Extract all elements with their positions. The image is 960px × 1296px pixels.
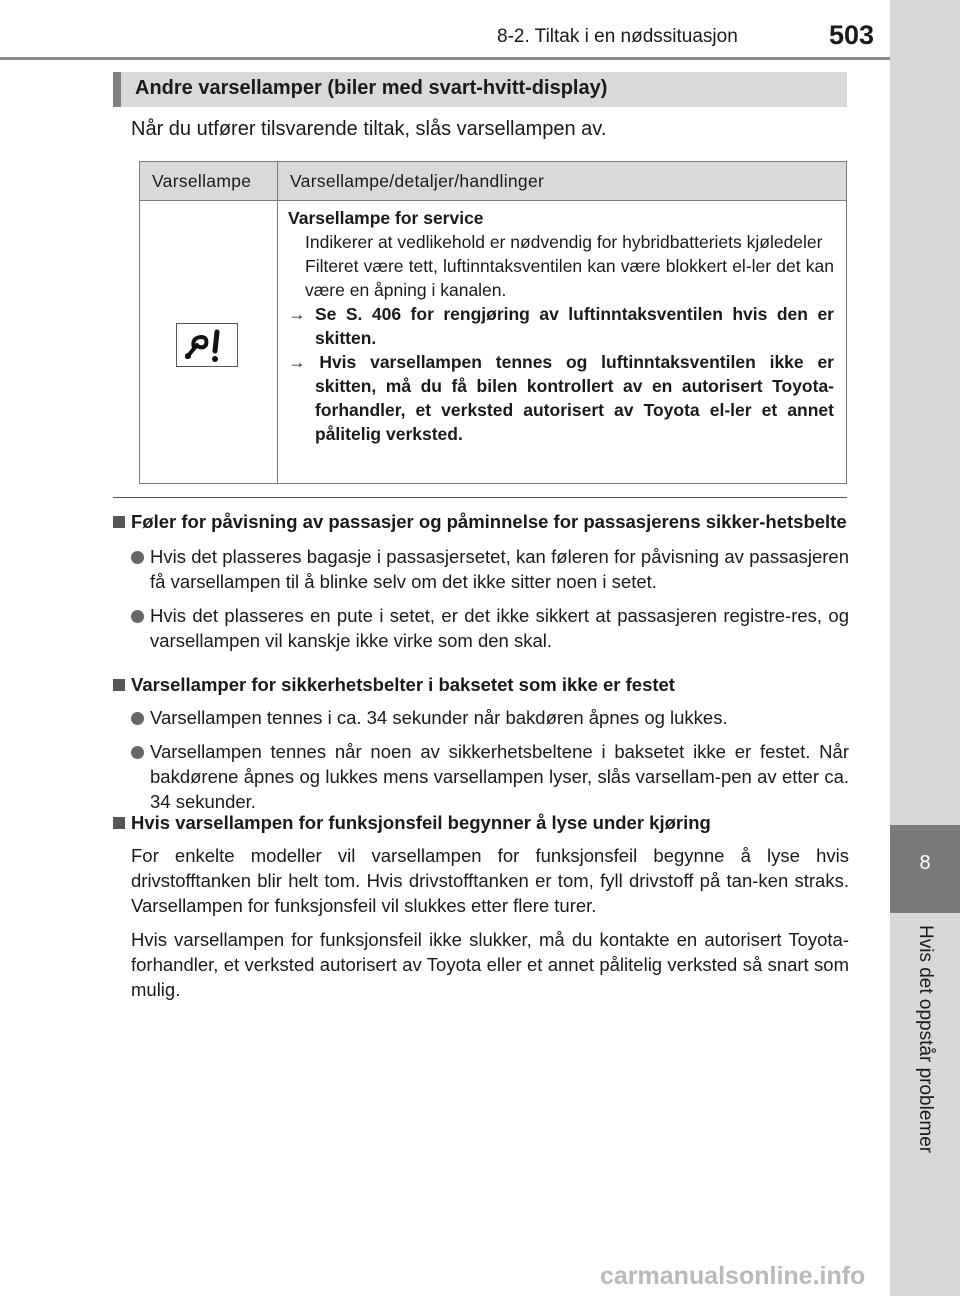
table-row [140, 201, 847, 484]
chapter-number: 8 [919, 852, 931, 874]
watermark: carmanualsonline.info [600, 1262, 866, 1290]
detail-line: Filteret være tett, luftinntaksventilen kan være blokkert el-ler det kan være en åpning i kanalen. [305, 256, 834, 300]
header-rule [0, 57, 890, 60]
chapter-title: Hvis det oppstår problemer [915, 925, 936, 1154]
action-item: → Hvis varsellampen tennes og luftinntaksventilen ikke er skitten, må du få bilen kontrollert av en autorisert Toyota-forhandler, et verksted autorisert av Toyota el-ler et annet pålitelig verksted. [288, 352, 834, 444]
section-title: Varsellamper for sikkerhetsbelter i baksetet som ikke er festet [113, 672, 849, 697]
round-bullet-icon [131, 746, 144, 759]
running-header-section: 8-2. Tiltak i en nødssituasjon [497, 26, 738, 47]
square-bullet-icon [113, 817, 125, 829]
section-heading-text: Andre varsellamper (biler med svart-hvitt-display) [135, 77, 608, 99]
detail-line: Indikerer at vedlikehold er nødvendig for hybridbatteriets kjøledeler [305, 232, 823, 252]
section-passenger-sensor [113, 509, 849, 653]
detail-cell [278, 201, 847, 484]
round-bullet-icon [131, 610, 144, 623]
table-header-row [140, 162, 847, 201]
section-title: Føler for påvisning av passasjer og påminnelse for passasjerens sikker-hetsbelte [113, 509, 849, 534]
table-header-details: Varsellampe/detaljer/handlinger [278, 162, 847, 201]
square-bullet-icon [113, 516, 125, 528]
icon-cell [140, 201, 278, 484]
section-rear-seatbelts [113, 672, 849, 814]
list-item: Varsellampen tennes i ca. 34 sekunder når bakdøren åpnes og lukkes. [113, 705, 849, 730]
section-malfunction-lamp [113, 810, 849, 1002]
list-item: Varsellampen tennes når noen av sikkerhetsbeltene i baksetet ikke er festet. Når bakdørene åpnes og lukkes mens varsellampen lyser, slås varsellam-pen av etter ca. 34 sekunder. [113, 739, 849, 814]
paragraph: For enkelte modeller vil varsellampen for funksjonsfeil begynne å lyse hvis drivstofftanken blir helt tom. Hvis drivstofftanken er tom, fyll drivstoff på tan-ken straks. Varsellampen for funksjonsfeil vil slukkes etter flere turer. [131, 845, 849, 916]
square-bullet-icon [113, 679, 125, 691]
section-title: Hvis varsellampen for funksjonsfeil begynner å lyse under kjøring [113, 810, 849, 835]
divider [113, 497, 847, 498]
list-item: Hvis det plasseres bagasje i passasjersetet, kan føleren for påvisning av passasjeren få varsellampen til å blinke selv om det ikke sitter noen i setet. [113, 544, 849, 594]
warning-lamp-table [139, 161, 847, 484]
round-bullet-icon [131, 551, 144, 564]
action-item: → Se S. 406 for rengjøring av luftinntaksventilen hvis den er skitten. [288, 304, 834, 348]
section-heading [113, 72, 847, 107]
detail-title: Varsellampe for service [288, 208, 484, 228]
page-number: 503 [829, 20, 875, 50]
intro-text: Når du utfører tilsvarende tiltak, slås varsellampen av. [131, 118, 607, 140]
list-item: Hvis det plasseres en pute i setet, er det ikke sikkert at passasjeren registre-res, og varsellampen vil kanskje ikke virke som den skal. [113, 603, 849, 653]
paragraph: Hvis varsellampen for funksjonsfeil ikke slukker, må du kontakte en autorisert Toyota-forhandler, et verksted autorisert av Toyota eller et annet pålitelig verksted så snart som mulig. [131, 929, 849, 1000]
round-bullet-icon [131, 712, 144, 725]
action-text: Hvis varsellampen tennes og luftinntaksventilen ikke er skitten, må du få bilen kontrollert av en autorisert Toyota-forhandler, et verksted autorisert av Toyota el-ler et annet pålitelig verksted. [315, 352, 834, 444]
table-header-lamp: Varsellampe [140, 162, 278, 201]
service-warning-icon [176, 323, 238, 367]
action-text: Se S. 406 for rengjøring av luftinntaksventilen hvis den er skitten. [314, 304, 834, 348]
